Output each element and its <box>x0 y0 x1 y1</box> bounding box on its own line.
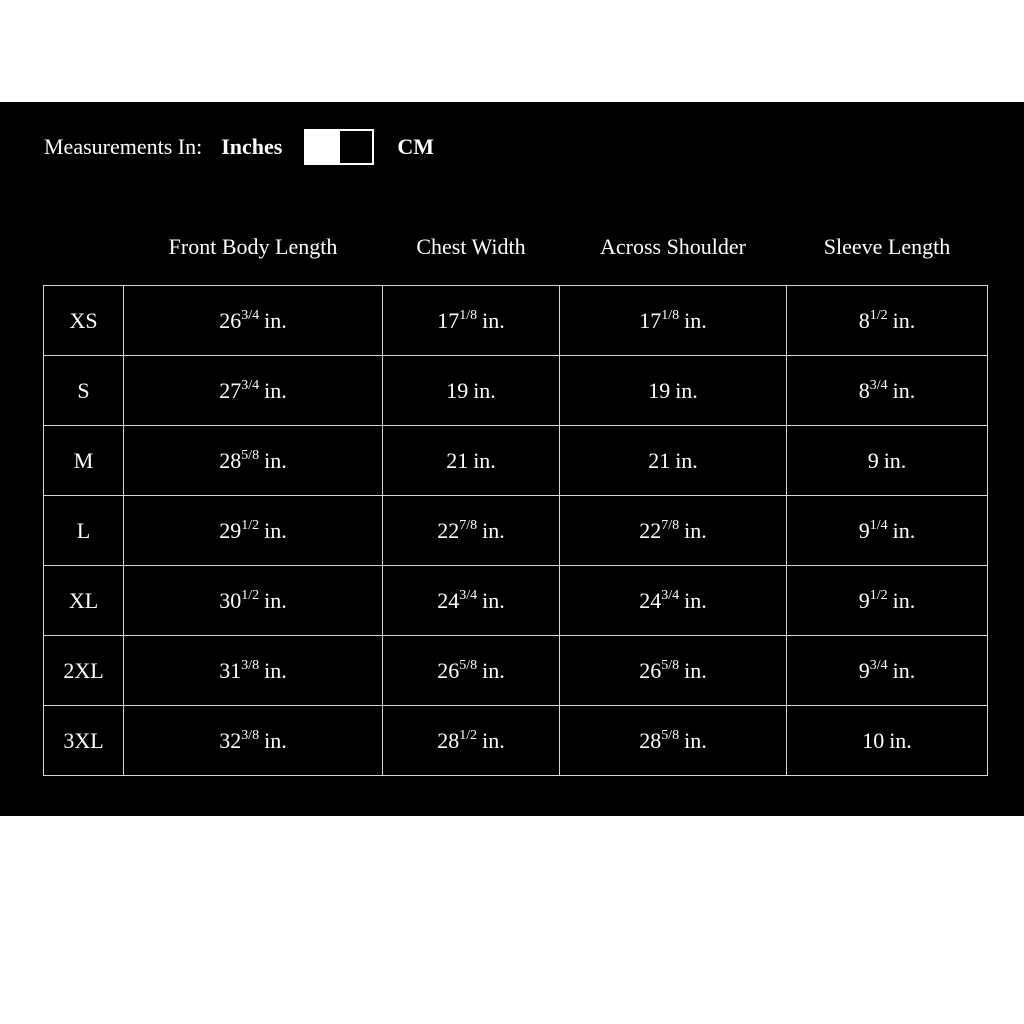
measurement-whole: 9 <box>858 657 870 683</box>
measurement-whole: 19 <box>446 377 469 403</box>
size-table <box>43 285 988 776</box>
measurement-cell <box>383 566 560 636</box>
measurement-cell <box>787 286 988 356</box>
measurement-whole: 8 <box>858 307 870 333</box>
measurement-whole: 10 <box>862 727 885 753</box>
measurement-fraction: 3/4 <box>459 587 478 603</box>
measurement-cell <box>383 636 560 706</box>
size-label-cell: XS <box>44 286 124 356</box>
column-header-front-body-length: Front Body Length <box>168 234 338 259</box>
measurement-cell <box>560 706 787 776</box>
column-header-chest-width: Chest Width <box>416 234 526 259</box>
measurement-fraction: 3/8 <box>241 727 260 743</box>
measurement-cell <box>124 286 383 356</box>
measurement-fraction: 5/8 <box>661 727 680 743</box>
measurement-unit: in. <box>883 447 907 473</box>
measurement-cell <box>124 636 383 706</box>
measurement-whole: 26 <box>219 307 242 333</box>
table-row <box>44 426 988 496</box>
measurement-unit: in. <box>892 517 916 543</box>
measurement-whole: 30 <box>219 587 242 613</box>
unit-option-inches[interactable]: Inches <box>221 134 283 159</box>
measurement-fraction: 3/4 <box>869 377 888 393</box>
toggle-track <box>340 131 372 163</box>
measurement-fraction: 3/4 <box>241 307 260 323</box>
table-row <box>44 706 988 776</box>
measurement-cell <box>560 636 787 706</box>
measurement-unit: in. <box>684 587 707 613</box>
size-label-cell: S <box>44 356 124 426</box>
measurement-fraction: 7/8 <box>661 517 680 533</box>
measurement-whole: 17 <box>639 307 662 333</box>
measurement-cell <box>383 496 560 566</box>
measurement-unit: in. <box>684 517 707 543</box>
measurement-fraction: 5/8 <box>661 657 680 673</box>
measurement-unit: in. <box>482 587 505 613</box>
measurement-whole: 27 <box>219 377 242 403</box>
measurement-fraction: 1/2 <box>459 727 478 743</box>
measurement-whole: 9 <box>858 587 870 613</box>
measurement-unit: in. <box>889 727 912 753</box>
measurement-unit: in. <box>675 377 698 403</box>
measurement-whole: 22 <box>437 517 460 543</box>
table-row <box>44 636 988 706</box>
measurement-unit: in. <box>892 307 916 333</box>
measurement-whole: 8 <box>858 377 870 403</box>
measurement-cell <box>124 706 383 776</box>
measurement-whole: 9 <box>867 447 879 473</box>
measurement-unit: in. <box>684 307 707 333</box>
measurement-cell <box>560 566 787 636</box>
measurement-whole: 26 <box>437 657 460 683</box>
measurement-whole: 28 <box>219 447 242 473</box>
measurement-fraction: 5/8 <box>459 657 478 673</box>
table-row <box>44 496 988 566</box>
measurement-cell <box>787 426 988 496</box>
measurement-cell <box>124 426 383 496</box>
measurement-unit: in. <box>892 587 916 613</box>
measurement-whole: 24 <box>437 587 460 613</box>
measurement-units-row <box>44 128 434 166</box>
measurement-cell <box>383 426 560 496</box>
size-label-cell: 3XL <box>44 706 124 776</box>
measurement-unit: in. <box>482 657 505 683</box>
measurement-unit: in. <box>482 517 505 543</box>
measurement-fraction: 1/4 <box>869 517 888 533</box>
measurement-whole: 26 <box>639 657 662 683</box>
measurement-unit: in. <box>264 377 287 403</box>
size-label-cell: M <box>44 426 124 496</box>
measurement-whole: 32 <box>219 727 242 753</box>
measurement-unit: in. <box>482 727 505 753</box>
measurement-unit: in. <box>684 657 707 683</box>
measurement-cell <box>560 286 787 356</box>
measurement-fraction: 7/8 <box>459 517 478 533</box>
measurement-unit: in. <box>684 727 707 753</box>
measurement-unit: in. <box>264 727 287 753</box>
table-row <box>44 286 988 356</box>
measurement-fraction: 1/2 <box>869 307 888 323</box>
measurement-cell <box>383 286 560 356</box>
measurement-cell <box>383 356 560 426</box>
measurement-unit: in. <box>264 587 287 613</box>
measurement-unit: in. <box>264 657 287 683</box>
measurement-whole: 28 <box>437 727 460 753</box>
measurement-fraction: 3/4 <box>661 587 680 603</box>
measurement-cell <box>787 566 988 636</box>
measurement-whole: 21 <box>446 447 469 473</box>
size-label-cell: XL <box>44 566 124 636</box>
measurement-whole: 17 <box>437 307 460 333</box>
measurement-unit: in. <box>473 377 496 403</box>
size-table-body <box>44 286 988 776</box>
measurement-cell <box>124 566 383 636</box>
measurement-fraction: 1/2 <box>869 587 888 603</box>
measurement-fraction: 1/8 <box>661 307 680 323</box>
measurement-unit: in. <box>892 377 916 403</box>
measurement-cell <box>124 356 383 426</box>
measurement-cell <box>560 426 787 496</box>
measurement-fraction: 1/2 <box>241 517 260 533</box>
measurement-whole: 21 <box>648 447 671 473</box>
measurement-unit: in. <box>264 307 287 333</box>
measurement-fraction: 3/4 <box>241 377 260 393</box>
unit-option-cm[interactable]: CM <box>397 134 435 159</box>
measurement-fraction: 1/2 <box>241 587 260 603</box>
measurement-cell <box>787 356 988 426</box>
measurement-unit: in. <box>473 447 496 473</box>
measurements-in-label: Measurements In: <box>44 134 203 159</box>
measurement-whole: 19 <box>648 377 671 403</box>
measurement-cell <box>383 706 560 776</box>
measurement-fraction: 3/4 <box>869 657 888 673</box>
measurement-cell <box>787 706 988 776</box>
measurement-whole: 31 <box>219 657 242 683</box>
table-row <box>44 356 988 426</box>
column-header-sleeve-length: Sleeve Length <box>823 234 951 259</box>
measurement-whole: 9 <box>858 517 870 543</box>
measurement-unit: in. <box>675 447 698 473</box>
toggle-knob <box>306 131 340 163</box>
measurement-cell <box>124 496 383 566</box>
column-header-across-shoulder: Across Shoulder <box>599 234 747 259</box>
measurement-unit: in. <box>482 307 505 333</box>
measurement-cell <box>787 496 988 566</box>
size-label-cell: L <box>44 496 124 566</box>
measurement-cell <box>787 636 988 706</box>
table-row <box>44 566 988 636</box>
measurement-unit: in. <box>264 517 287 543</box>
measurement-cell <box>560 496 787 566</box>
size-label-cell: 2XL <box>44 636 124 706</box>
measurement-fraction: 1/8 <box>459 307 478 323</box>
measurement-whole: 24 <box>639 587 662 613</box>
measurement-whole: 29 <box>219 517 242 543</box>
unit-toggle-switch[interactable] <box>304 129 374 165</box>
measurement-unit: in. <box>264 447 287 473</box>
measurement-whole: 22 <box>639 517 662 543</box>
size-chart-panel <box>0 102 1024 816</box>
measurement-fraction: 5/8 <box>241 447 260 463</box>
measurement-unit: in. <box>892 657 916 683</box>
measurement-fraction: 3/8 <box>241 657 260 673</box>
measurement-whole: 28 <box>639 727 662 753</box>
measurement-cell <box>560 356 787 426</box>
